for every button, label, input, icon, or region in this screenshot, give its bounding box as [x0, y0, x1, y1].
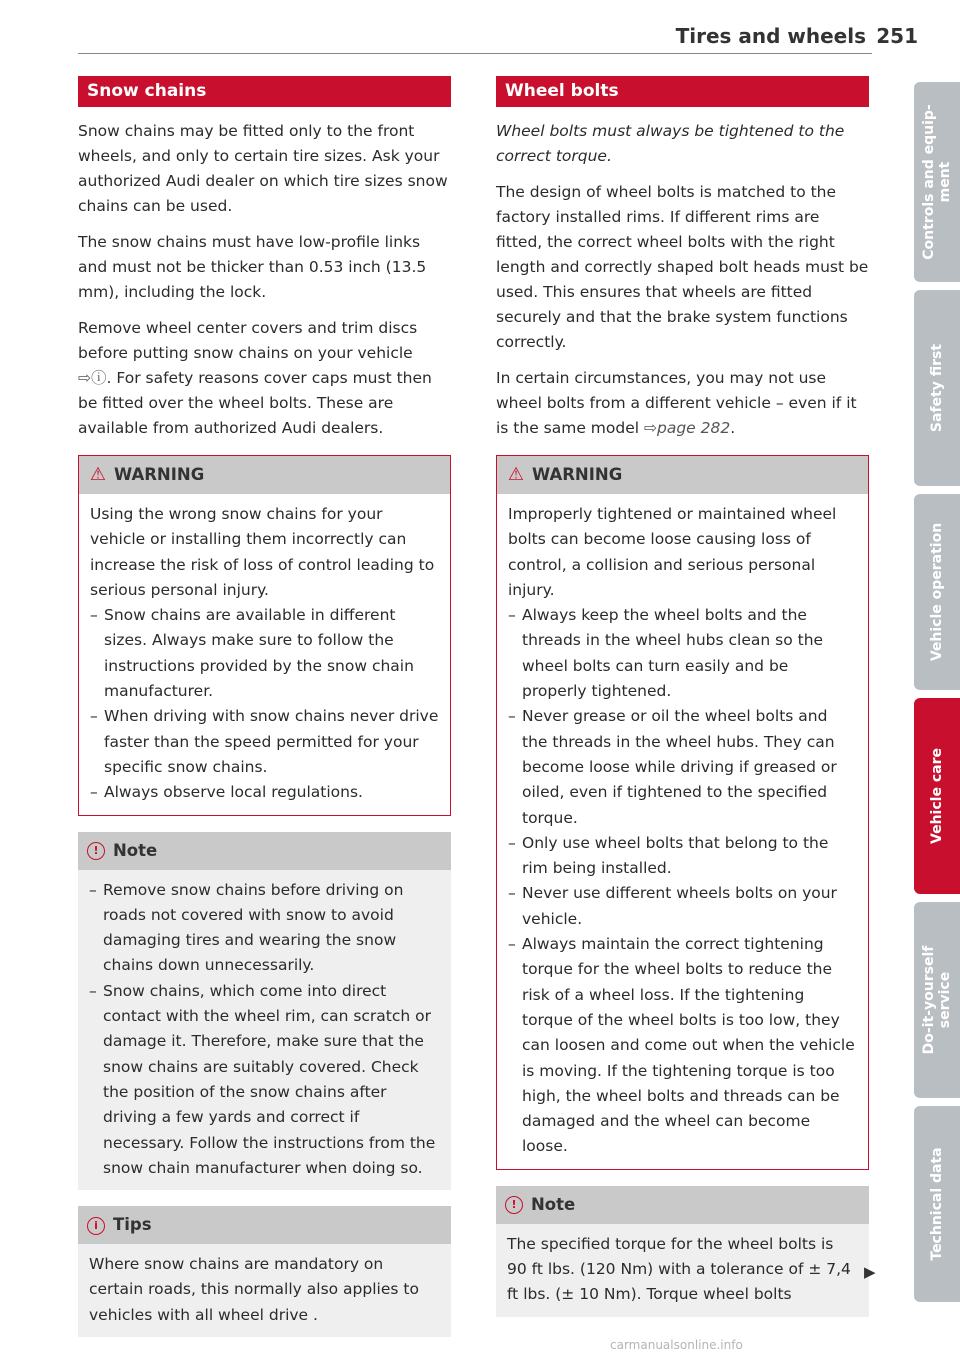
- header-rule: [78, 53, 872, 54]
- continue-arrow-icon: ▶: [864, 1263, 876, 1281]
- left-column: [78, 76, 451, 1353]
- list-item: – Always keep the wheel bolts and the threads in the wheel hubs clean so the wheel bolts can turn easily and be properly tightened.: [508, 603, 857, 704]
- note-header: ! Note: [496, 1186, 869, 1224]
- paragraph: The design of wheel bolts is matched to the factory installed rims. If different rims are fitted, the correct wheel bolts with the right length and correctly shaped bolt heads must be used. This ensures that wheels are fitted securely and that the brake system functions correctly.: [496, 183, 869, 351]
- paragraph: In certain circumstances, you may not use wheel bolts from a different vehicle – even if it is the same model ⇨page 282.: [496, 369, 857, 437]
- page-header: [78, 22, 918, 52]
- lead-paragraph: Wheel bolts must always be tightened to the correct torque.: [496, 122, 845, 165]
- list-item: – Remove snow chains before driving on roads not covered with snow to avoid damaging tires and wearing the snow chains down unnecessarily.: [89, 878, 440, 979]
- list-item: – Snow chains, which come into direct contact with the wheel rim, can scratch or damage it. Therefore, make sure that the snow chains are suitably covered. Check the position of the snow chains after driving a few yards and correct if necessary. Follow the instructions from the snow chain manufacturer when doing so.: [89, 979, 440, 1181]
- tab-controls-and-equipment[interactable]: Controls and equip- ment: [914, 82, 960, 282]
- warning-body: [79, 494, 450, 815]
- tab-safety-first[interactable]: Safety first: [914, 290, 960, 486]
- list-item: – Always observe local regulations.: [90, 780, 439, 805]
- tips-header: i Tips: [78, 1206, 451, 1244]
- paragraph: The snow chains must have low-profile links and must not be thicker than 0.53 inch (13.5 mm), including the lock.: [78, 233, 427, 301]
- list-item: – Snow chains are available in different sizes. Always make sure to follow the instructions provided by the snow chain manufacturer.: [90, 603, 439, 704]
- info-icon: i: [87, 1217, 105, 1235]
- footer-watermark: carmanualsonline.info: [610, 1338, 743, 1352]
- warning-header: ⚠ WARNING: [497, 456, 868, 494]
- tab-do-it-yourself-service[interactable]: Do-it-yourself service: [914, 902, 960, 1098]
- warning-box: [496, 455, 869, 1170]
- note-icon: !: [87, 842, 105, 860]
- section-title-snow-chains: Snow chains: [78, 76, 451, 107]
- warning-triangle-icon: ⚠: [507, 464, 525, 485]
- tips-body: [78, 1244, 451, 1337]
- tab-vehicle-care[interactable]: Vehicle care: [914, 698, 960, 894]
- warning-header: ⚠ WARNING: [79, 456, 450, 494]
- note-body: [496, 1224, 869, 1317]
- note-list: [89, 878, 440, 1182]
- note-box: [78, 832, 451, 1191]
- note-header: ! Note: [78, 832, 451, 870]
- warning-list: [508, 603, 857, 1160]
- list-item: – Never grease or oil the wheel bolts and the threads in the wheel hubs. They can become loose while driving if greased or oiled, even if tightened to the specified torque.: [508, 704, 857, 830]
- warning-body: [497, 494, 868, 1169]
- list-item: – Only use wheel bolts that belong to the rim being installed.: [508, 831, 857, 882]
- chapter-title: Tires and wheels: [675, 24, 866, 48]
- note-text: The specified torque for the wheel bolts is 90 ft lbs. (120 Nm) with a tolerance of ± 7,4 ft lbs. (± 10 Nm). Torque wheel bolts: [507, 1234, 851, 1304]
- tips-box: [78, 1206, 451, 1337]
- note-box: [496, 1186, 869, 1317]
- warning-box: [78, 455, 451, 816]
- list-item: – Always maintain the correct tightening torque for the wheel bolts to reduce the risk of a wheel loss. If the tightening torque of the wheel bolts is too low, they can loosen and come out when the vehicle is moving. If the tightening torque is too high, the wheel bolts and threads can be damaged and the wheel can become loose.: [508, 932, 857, 1160]
- cross-reference-link[interactable]: ⇨ⓘ: [78, 369, 107, 387]
- paragraph: Snow chains may be fitted only to the front wheels, and only to certain tire sizes. Ask your authorized Audi dealer on which tire sizes snow chains can be used.: [78, 122, 448, 215]
- right-column: [496, 76, 869, 1333]
- note-body: [78, 870, 451, 1191]
- warning-triangle-icon: ⚠: [89, 464, 107, 485]
- page-number: 251: [876, 24, 918, 48]
- note-icon: !: [505, 1196, 523, 1214]
- cross-reference-link[interactable]: ⇨page 282: [644, 419, 731, 437]
- list-item: – When driving with snow chains never drive faster than the speed permitted for your specific snow chains.: [90, 704, 439, 780]
- paragraph: Remove wheel center covers and trim discs before putting snow chains on your vehicle ⇨ⓘ. For safety reasons cover caps must then be fitted over the wheel bolts. These are available from authorized Audi dealers.: [78, 319, 432, 437]
- warning-intro: Using the wrong snow chains for your vehicle or installing them incorrectly can increase the risk of loss of control leading to serious personal injury.: [90, 505, 435, 599]
- section-title-wheel-bolts: Wheel bolts: [496, 76, 869, 107]
- tab-technical-data[interactable]: Technical data: [914, 1106, 960, 1302]
- tips-text: Where snow chains are mandatory on certain roads, this normally also applies to vehicles with all wheel drive .: [89, 1255, 419, 1324]
- list-item: – Never use different wheels bolts on your vehicle.: [508, 881, 857, 932]
- tab-vehicle-operation[interactable]: Vehicle operation: [914, 494, 960, 690]
- warning-list: [90, 603, 439, 805]
- warning-intro: Improperly tightened or maintained wheel bolts can become loose causing loss of control, a collision and serious personal injury.: [508, 505, 837, 599]
